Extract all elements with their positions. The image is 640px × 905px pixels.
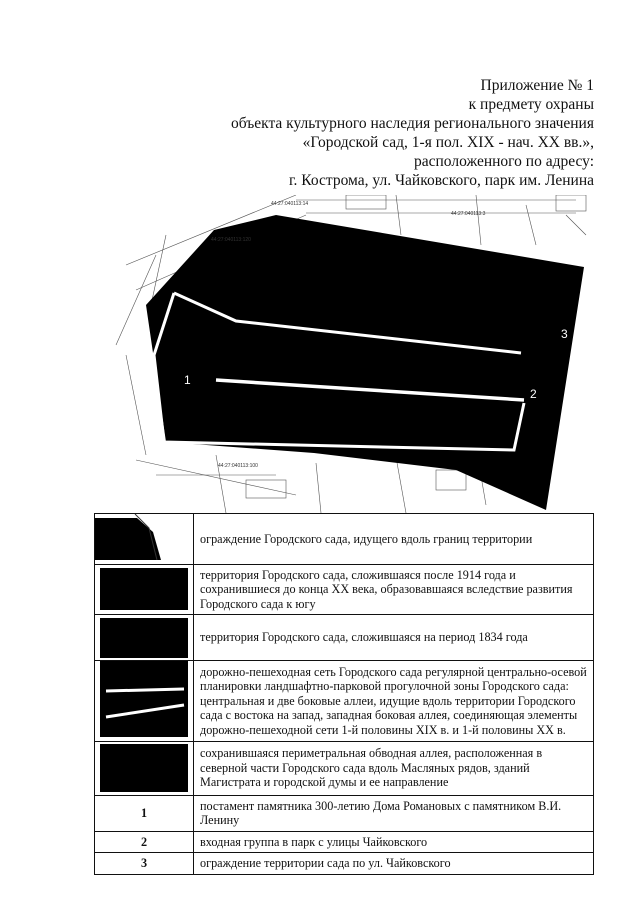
- legend-row-territory-1834: [95, 615, 594, 661]
- alley-lines-swatch-icon: [100, 661, 188, 737]
- legend-row-item-2: [95, 831, 594, 853]
- black-swatch-icon: [100, 618, 188, 658]
- legend-row-territory-after-1914: [95, 564, 594, 615]
- legend-row-fence: [95, 514, 594, 565]
- legend-row-item-3: [95, 853, 594, 875]
- legend-symbol-territory-after-1914: [95, 564, 194, 615]
- legend-text-territory-1834: территория Городского сада, сложившаяся на период 1834 года: [194, 615, 594, 661]
- legend-text-item-3: ограждение территории сада по ул. Чайковского: [194, 853, 594, 875]
- map-marker-1: 1: [184, 373, 191, 387]
- garden-territory-area: [146, 215, 584, 510]
- site-plan-map: [96, 195, 596, 513]
- black-swatch-icon: [100, 568, 188, 610]
- header-line-address: г. Кострома, ул. Чайковского, парк им. Ленина: [288, 172, 594, 189]
- legend-table: [94, 513, 594, 875]
- appendix-header: [231, 76, 594, 190]
- legend-row-perimeter-alley: [95, 741, 594, 795]
- legend-text-fence: ограждение Городского сада, идущего вдоль границ территории: [194, 514, 594, 565]
- cadastral-label: 44:27:040113:14: [271, 201, 309, 207]
- header-line-name: «Городской сад, 1-я пол. XIX - нач. XX вв.»,: [302, 134, 594, 151]
- map-marker-3: 3: [561, 327, 568, 341]
- legend-number-1: 1: [95, 795, 194, 831]
- fence-swatch-icon: [95, 514, 193, 560]
- header-line-address-label: расположенного по адресу:: [414, 153, 594, 170]
- legend-symbol-territory-1834: [95, 615, 194, 661]
- legend-number-3: 3: [95, 853, 194, 875]
- site-plan-svg: [96, 195, 596, 513]
- appendix-title: Приложение № 1: [480, 77, 594, 94]
- black-swatch-icon: [100, 744, 188, 792]
- legend-number-2: 2: [95, 831, 194, 853]
- legend-row-alley-network: [95, 661, 594, 742]
- legend-symbol-alley-network: [95, 661, 194, 742]
- header-line-subject: к предмету охраны: [468, 96, 594, 113]
- map-marker-2: 2: [530, 387, 537, 401]
- cadastral-label: 44:27:040113:120: [211, 237, 251, 243]
- legend-text-item-1: постамент памятника 300-летию Дома Романовых с памятником В.И. Ленину: [194, 795, 594, 831]
- cadastral-label: 44:27:040113:3: [451, 211, 486, 217]
- legend-text-alley-network: дорожно-пешеходная сеть Городского сада регулярной центрально-осевой планировки ландшафтно-парковой прогулочной зоны Городского сада: центральная и две боковые аллеи, идущие вдоль территории Городского сада с востока на запад, западная боковая аллея, соединяющая элементы дорожно-пешеходной сети 1-й половины XIX в. и 1-й половины XX в.: [194, 661, 594, 742]
- legend-symbol-perimeter-alley: [95, 741, 194, 795]
- legend-text-perimeter-alley: сохранившаяся периметральная обводная аллея, расположенная в северной части Городского сада вдоль Масляных рядов, зданий Магистрата и городской думы и ее направление: [194, 741, 594, 795]
- cadastral-label: 44:27:040113:100: [218, 463, 258, 469]
- legend-row-item-1: [95, 795, 594, 831]
- legend-text-territory-after-1914: территория Городского сада, сложившаяся после 1914 года и сохранившиеся до конца XX века, образовавшаяся вследствие развития Городского сада к югу: [194, 564, 594, 615]
- legend-text-item-2: входная группа в парк с улицы Чайковского: [194, 831, 594, 853]
- legend-symbol-fence: [95, 514, 194, 565]
- header-line-object: объекта культурного наследия регионального значения: [230, 115, 594, 132]
